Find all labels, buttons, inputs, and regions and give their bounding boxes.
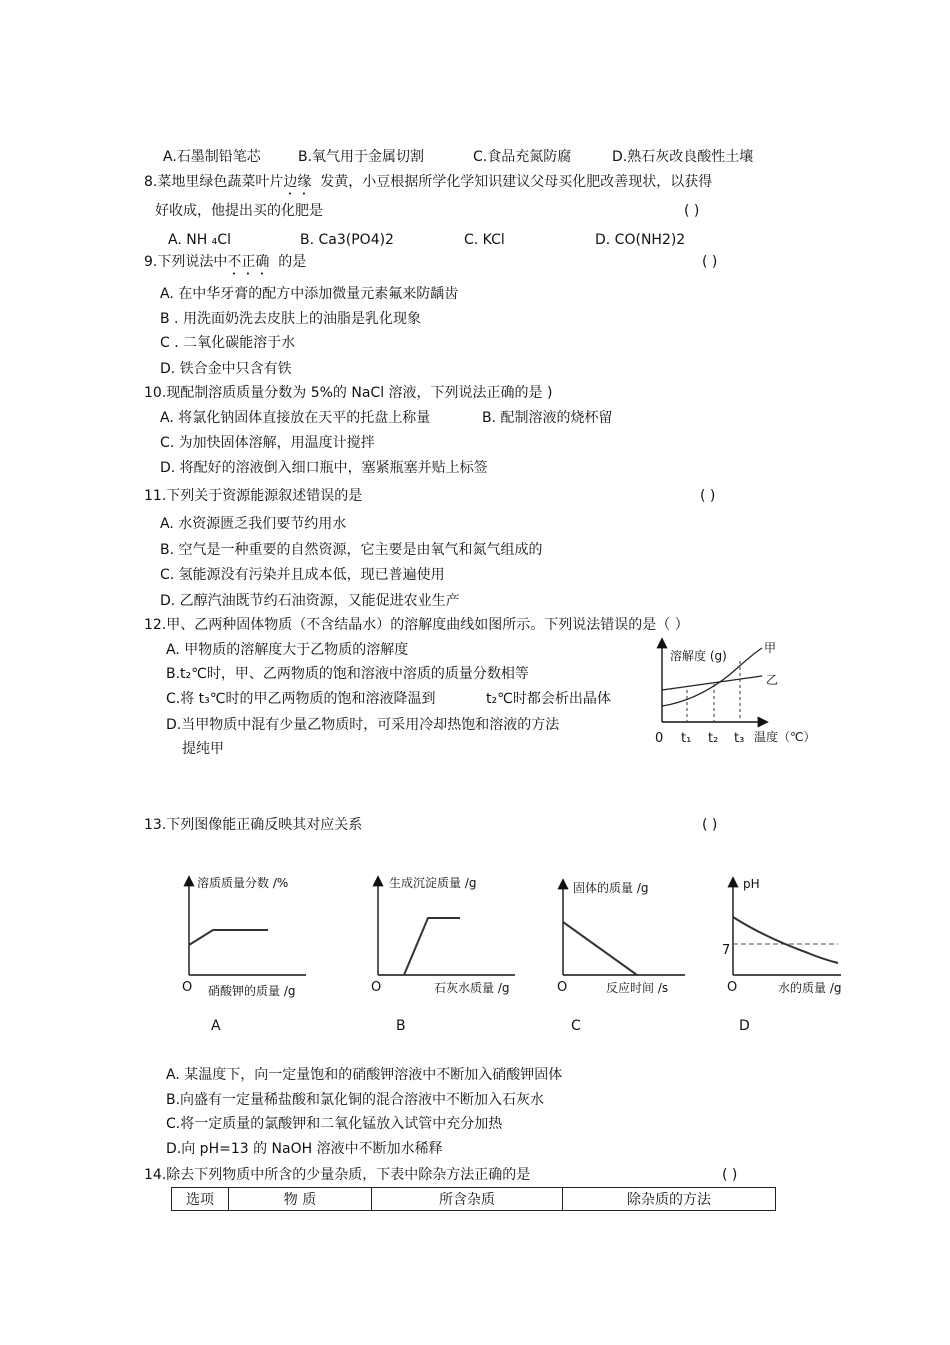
- q12-stem: 12.甲、乙两种固体物质（不含结晶水）的溶解度曲线如图所示。下列说法错误的是（ ）: [144, 617, 689, 633]
- q12-option-a: A. 甲物质的溶解度大于乙物质的溶解度: [166, 642, 409, 658]
- q14-answer-paren: ( ): [722, 1167, 738, 1183]
- q9-option-b: B . 用洗面奶洗去皮肤上的油脂是乳化现象: [160, 311, 421, 327]
- q11-option-d: D. 乙醇汽油既节约石油资源，又能促进农业生产: [160, 593, 460, 609]
- q12-origin: 0: [655, 731, 664, 746]
- q11-stem: 11.下列关于资源能源叙述错误的是: [144, 488, 363, 504]
- q13-graph-b: [371, 875, 515, 1034]
- q13b-x-label: 石灰水质量 /g: [434, 981, 510, 995]
- q13b-y-label: 生成沉淀质量 /g: [389, 876, 477, 890]
- q13-stem: 13.下列图像能正确反映其对应关系: [144, 817, 363, 833]
- q13c-line: [563, 922, 637, 975]
- q7-option-c: C.食品充氮防腐: [473, 149, 572, 165]
- q11-option-b: B. 空气是一种重要的自然资源，它主要是由氧气和氮气组成的: [160, 542, 543, 558]
- q12-tick-t2: t₂: [708, 731, 719, 746]
- q13d-curve: [733, 917, 838, 963]
- q13-graph-a: [182, 875, 306, 1034]
- q12-label-yi: 乙: [766, 673, 779, 687]
- q9-stem: [144, 253, 306, 278]
- q12-option-d-line2: 提纯甲: [182, 741, 224, 757]
- q7-option-d: D.熟石灰改良酸性土壤: [612, 149, 754, 165]
- q13b-letter: B: [396, 1018, 406, 1034]
- q13d-y-label: pH: [743, 877, 760, 891]
- q11-option-a: A. 水资源匮乏我们要节约用水: [160, 516, 347, 532]
- q13-option-c: C.将一定质量的氯酸钾和二氧化锰放入试管中充分加热: [166, 1116, 503, 1132]
- q9-stem-part-b: 的是: [278, 254, 307, 270]
- q12-y-label: 溶解度 (g): [670, 649, 727, 663]
- q13-answer-paren: ( ): [702, 817, 718, 833]
- q12-option-b: B.t₂℃时，甲、乙两物质的饱和溶液中溶质的质量分数相等: [166, 666, 529, 682]
- q7-option-b: B.氧气用于金属切割: [298, 149, 425, 165]
- q13c-y-label: 固体的质量 /g: [573, 881, 649, 895]
- q13d-origin: O: [727, 980, 738, 995]
- q13d-x-label: 水的质量 /g: [778, 981, 842, 995]
- q14-header-substance: 物 质: [229, 1188, 372, 1211]
- q13d-mark-7: 7: [722, 943, 731, 958]
- q13-graphs: [0, 865, 950, 1040]
- q13-option-d: D.向 pH=13 的 NaOH 溶液中不断加水稀释: [166, 1141, 443, 1157]
- q14-header-option: 选项: [172, 1188, 229, 1211]
- q8-option-c: C. KCl: [464, 232, 505, 248]
- q9-option-c: C . 二氧化碳能溶于水: [160, 335, 296, 351]
- q11-answer-paren: ( ): [700, 488, 716, 504]
- q10-option-a: A. 将氯化钠固体直接放在天平的托盘上称量: [160, 410, 431, 426]
- q12-option-c: C.将 t₃℃时的甲乙两物质的饱和溶液降温到: [166, 691, 436, 707]
- q12-option-d: D.当甲物质中混有少量乙物质时，可采用冷却热饱和溶液的方法: [166, 717, 560, 733]
- q9-option-d: D. 铁合金中只含有铁: [160, 361, 292, 377]
- q10-option-c: C. 为加快固体溶解，用温度计搅拌: [160, 435, 375, 451]
- q14-header-impurity: 所含杂质: [372, 1188, 563, 1211]
- q12-solubility-graph: [640, 632, 840, 750]
- q13-option-b: B.向盛有一定量稀盐酸和氯化铜的混合溶液中不断加入石灰水: [166, 1092, 545, 1108]
- q12-option-c-tail: t₂℃时都会析出晶体: [486, 691, 611, 707]
- q10-stem: 10.现配制溶质质量分数为 5%的 NaCl 溶液，下列说法正确的是 ): [144, 385, 553, 401]
- q14-table: [171, 1187, 776, 1211]
- q7-option-a: A.石墨制铅笔芯: [163, 149, 261, 165]
- q8-option-b: B. Ca3(PO4)2: [300, 232, 394, 248]
- q9-option-a: A. 在中华牙膏的配方中添加微量元素氟来防龋齿: [160, 286, 459, 302]
- q8-stem: [144, 173, 712, 198]
- q9-stem-part-a: 9.下列说法中: [144, 254, 228, 270]
- q9-answer-paren: ( ): [702, 254, 718, 270]
- q8-answer-paren: ( ): [684, 203, 700, 219]
- q13c-origin: O: [557, 980, 568, 995]
- q12-label-jia: 甲: [764, 641, 777, 655]
- q8-option-a: A. NH ₄Cl: [168, 232, 231, 248]
- q12-tick-t1: t₁: [681, 731, 692, 746]
- q10-option-b: B. 配制溶液的烧杯留: [482, 410, 613, 426]
- q12-curve-yi: [662, 676, 762, 690]
- q13a-x-label: 硝酸钾的质量 /g: [208, 984, 296, 998]
- q8-stem-line2: 好收成，他提出买的化肥是: [155, 203, 323, 219]
- q11-option-c: C. 氢能源没有污染并且成本低，现已普遍使用: [160, 567, 445, 583]
- q13a-letter: A: [211, 1018, 221, 1034]
- q14-table-header-row: [172, 1188, 776, 1211]
- q8-option-d: D. CO(NH2)2: [595, 232, 686, 248]
- q13a-line: [189, 930, 268, 945]
- q13c-x-label: 反应时间 /s: [606, 981, 669, 995]
- q8-stem-part-a: 8.菜地里绿色蔬菜叶片: [144, 174, 284, 190]
- q13d-letter: D: [739, 1018, 750, 1034]
- q13b-origin: O: [371, 980, 382, 995]
- q8-stem-part-b: 发黄，小豆根据所学化学知识建议父母买化肥改善现状，以获得: [320, 174, 713, 190]
- q14-stem: 14.除去下列物质中所含的少量杂质，下表中除杂方法正确的是: [144, 1167, 531, 1183]
- q13c-letter: C: [571, 1018, 581, 1034]
- q13b-line: [404, 918, 460, 975]
- q10-option-d: D. 将配好的溶液倒入细口瓶中，塞紧瓶塞并贴上标签: [160, 460, 488, 476]
- q12-x-label: 温度（℃）: [754, 730, 816, 744]
- q13-option-a: A. 某温度下，向一定量饱和的硝酸钾溶液中不断加入硝酸钾固体: [166, 1067, 563, 1083]
- q13a-origin: O: [182, 980, 193, 995]
- q9-stem-emphasis: 不正确: [227, 254, 270, 270]
- q14-header-method: 除杂质的方法: [563, 1188, 776, 1211]
- q13a-y-label: 溶质质量分数 /%: [197, 876, 289, 890]
- q13-graph-d: [722, 877, 841, 1034]
- q8-stem-emphasis: 边缘: [283, 174, 312, 190]
- q13-graph-c: [557, 880, 685, 1034]
- q12-tick-t3: t₃: [734, 731, 745, 746]
